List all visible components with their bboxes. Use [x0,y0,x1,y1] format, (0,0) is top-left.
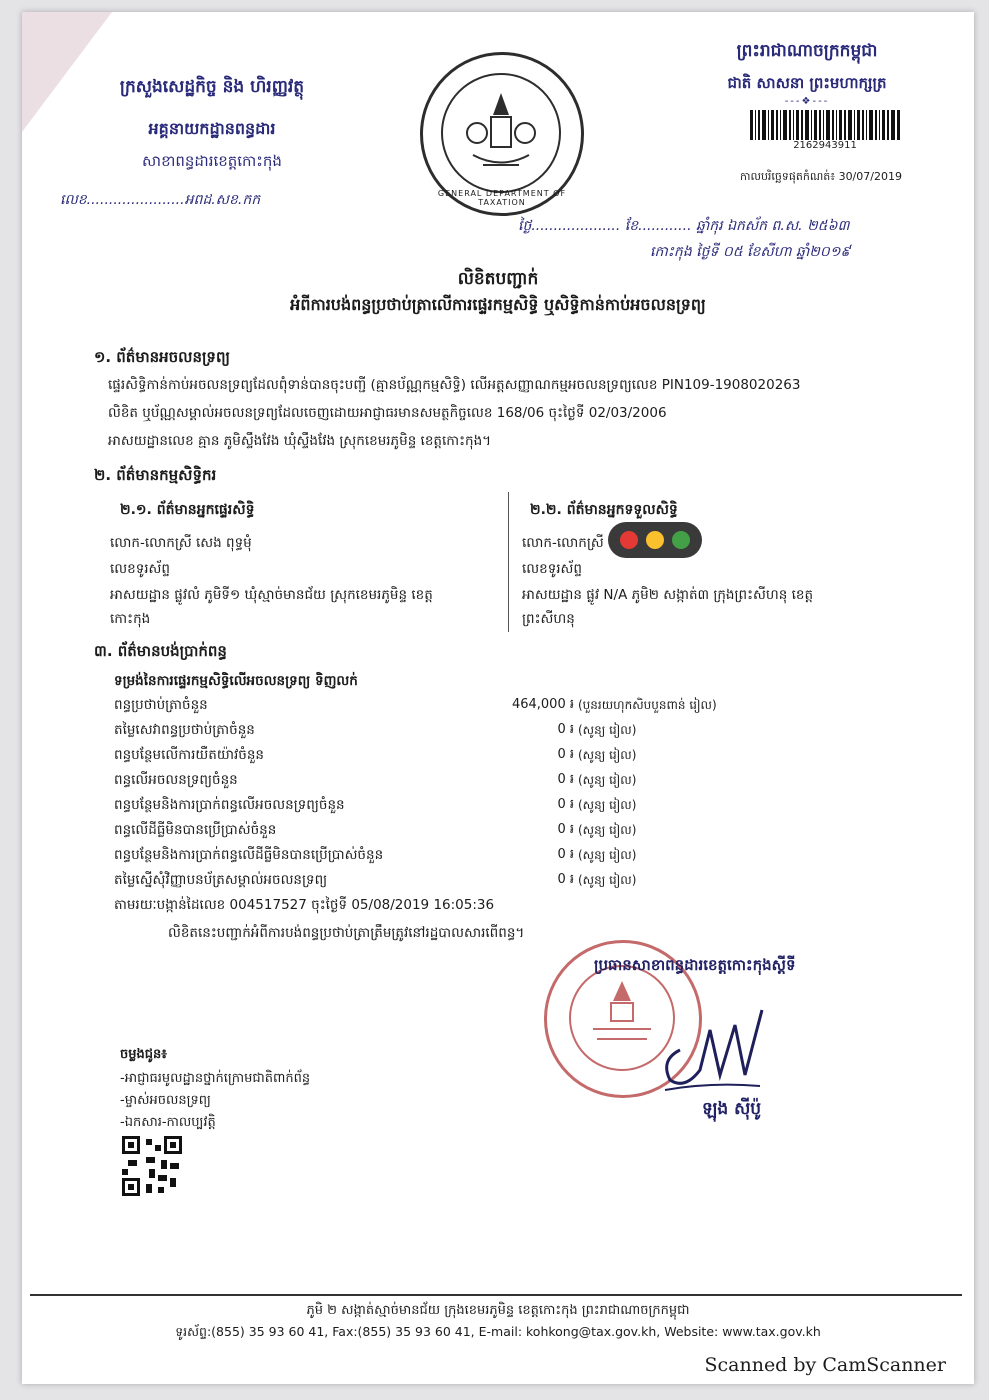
footer-contact: ទូរស័ព្ទ:(855) 35 93 60 41, Fax:(855) 35 93 60 41, E-mail: kohkong@tax.gov.kh, Website: www.tax.gov.kh [175,1324,821,1339]
lunar-date-line: ថ្ងៃ.................... ខែ............ ឆ្នាំកុរ ឯកស័ក ព.ស. ២៥៦៣ [518,218,850,234]
tax-row-words: (សូន្យ រៀល) [578,823,637,837]
tax-row-label: ពន្ធបន្ថែមលើការយឺតយ៉ាវចំនួន [114,747,264,763]
tax-row-value: 0 ៛ [557,747,574,762]
transferor-phone: លេខទូរស័ព្ទ [110,561,170,577]
section3-heading: ៣. ព័ត៌មានបង់ប្រាក់ពន្ធ [94,642,227,660]
national-motto: ជាតិ សាសនា ព្រះមហាក្សត្រ [727,74,887,92]
barcode-icon [750,110,900,140]
property-pin-line: ផ្ទេរសិទ្ធិកាន់កាប់អចលនទ្រព្យដែលពុំទាន់បានចុះបញ្ជី (គ្មានប័ណ្ណកម្មសិទ្ធិ) លើអត្តសញ្ញាណកម្មអចលនទ្រព្យលេខ PIN109-1908020263 [108,377,801,393]
transferee-name: លោក-លោកស្រី [522,535,604,551]
red-light-icon [620,531,638,549]
transferee-phone: លេខទូរស័ព្ទ [522,561,582,577]
signer-title: ប្រធានសាខាពន្ធដារខេត្តកោះកុងស្តីទី [594,956,796,974]
transferee-heading: ២.២. ព័ត៌មានអ្នកទទួលសិទ្ធិ [530,502,678,518]
tax-row-label: ពន្ធលើដីធ្លីមិនបានប្រើប្រាស់ចំនួន [114,822,277,838]
copy-to-heading: ចម្លងជូន៖ [120,1047,167,1062]
validity-date: កាលបរិច្ឆេទផុតកំណត់៖ 30/07/2019 [740,170,902,183]
footer-address: ភូមិ ២ សង្កាត់ស្មាច់មានជ័យ ក្រុងខេមរភូមិន្ទ ខេត្តកោះកុង ព្រះរាជាណាចក្រកម្ពុជា [306,1303,690,1318]
emblem-icon [443,75,559,191]
document-page [22,12,974,1384]
page-corner-fold [22,12,112,132]
property-certificate-line: លិខិត ឬប័ណ្ណសម្គាល់អចលនទ្រព្យដែលចេញដោយអាជ្ញាធរមានសមត្ថកិច្ចលេខ 168/06 ចុះថ្ងៃទី 02/03/2006 [108,405,667,421]
tax-row-label: ពន្ធបន្ថែមនិងការប្រាក់ពន្ធលើដីធ្លីមិនបានប្រើប្រាស់ចំនួន [114,847,384,863]
confirmation-note: លិខិតនេះបញ្ជាក់អំពីការបង់ពន្ធប្រថាប់ត្រាត្រឹមត្រូវនៅរដ្ឋបាលសារពើពន្ធ។ [168,925,525,941]
tax-row-value: 0 ៛ [557,872,574,887]
green-light-icon [672,531,690,549]
tax-department-seal [420,52,584,216]
section1-heading: ១. ព័ត៌មានអចលនទ្រព្យ [94,348,230,366]
tax-row-value: 0 ៛ [557,772,574,787]
ornament-divider: ---❖--- [784,96,830,107]
tax-row-value: 0 ៛ [557,722,574,737]
transferee-address: អាសយដ្ឋាន ផ្លូវ N/A ភូមិ២ សង្កាត់៣ ក្រុងព្រះសីហនុ ខេត្ត [522,587,814,603]
tax-row-label: តម្លៃស្នើសុំវិញ្ញាបនប័ត្រសម្គាល់អចលនទ្រព្យ [114,872,328,888]
section2-heading: ២. ព័ត៌មានកម្មសិទ្ធិករ [94,466,217,484]
property-address-line: អាសយដ្ឋានលេខ គ្មាន ភូមិស្ទឹងវែង ឃុំស្ទឹងវែង ស្រុកខេមរភូមិន្ទ ខេត្តកោះកុង។ [108,433,492,449]
recipient-item: -អាជ្ញាធរមូលដ្ឋានថ្នាក់ក្រោមជាតិពាក់ព័ន្ធ [120,1071,311,1086]
receipt-line: តាមរយៈបង្កាន់ដៃលេខ 004517527 ចុះថ្ងៃទី 05/08/2019 16:05:36 [114,897,495,913]
traffic-light-widget [608,522,702,558]
ministry-name: ក្រសួងសេដ្ឋកិច្ច និង ហិរញ្ញវត្ថុ [119,77,305,97]
camscanner-watermark: Scanned by CamScanner [704,1354,946,1376]
footer-divider [30,1294,962,1296]
seal-emblem [441,73,561,193]
kingdom-name: ព្រះរាជាណាចក្រកម្ពុជា [736,41,878,61]
document-subtitle: អំពីការបង់ពន្ធប្រថាប់ត្រាលើការផ្ទេរកម្មសិទ្ធិ ឬសិទ្ធិកាន់កាប់អចលនទ្រព្យ [290,295,706,314]
tax-row-value: 0 ៛ [557,797,574,812]
tax-row-words: (សូន្យ រៀល) [578,723,637,737]
document-title: លិខិតបញ្ជាក់ [457,269,539,289]
column-divider [508,492,509,632]
tax-row-value: 0 ៛ [557,847,574,862]
transferor-address-cont: កោះកុង [110,611,151,627]
tax-row-words: (បួនរយហុកសិបបួនពាន់ រៀល) [578,698,717,712]
tax-row-label: ពន្ធប្រថាប់ត្រាចំនួន [114,697,208,713]
seal-bottom-text: GENERAL DEPARTMENT OF TAXATION [437,189,567,207]
transferor-heading: ២.១. ព័ត៌មានអ្នកផ្ទេរសិទ្ធិ [120,502,255,518]
tax-row-words: (សូន្យ រៀល) [578,798,637,812]
barcode-number: 2162943911 [793,140,857,151]
tax-row-label: ពន្ធបន្ថែមនិងការប្រាក់ពន្ធលើអចលនទ្រព្យចំនួន [114,797,345,813]
tax-row-label: តម្លៃសេវាពន្ធប្រថាប់ត្រាចំនួន [114,722,255,738]
signer-name: ឡុង ស៊ីប៉ូ [702,1099,762,1119]
issue-date-line: កោះកុង ថ្ងៃទី ០៥ ខែសីហា ឆ្នាំ២០១៩ [650,244,851,260]
tax-row-label: ពន្ធលើអចលនទ្រព្យចំនួន [114,772,238,788]
tax-row-value: 0 ៛ [557,822,574,837]
handwritten-signature [650,990,790,1100]
department-name: អគ្គនាយកដ្ឋានពន្ធដារ [148,119,276,138]
branch-name: សាខាពន្ធដារខេត្តកោះកុង [142,152,282,170]
transferor-name: លោក-លោកស្រី សេង ពុទ្ធមុំ [110,535,252,551]
tax-row-words: (សូន្យ រៀល) [578,848,637,862]
yellow-light-icon [646,531,664,549]
qr-code-icon [122,1136,182,1196]
tax-row-words: (សូន្យ រៀល) [578,873,637,887]
reference-number: លេខ......................អពដ.សខ.កក [60,192,261,208]
recipient-item: -ឯកសារ-កាលប្បវត្តិ [120,1115,216,1130]
transfer-type: ទម្រង់នៃការផ្ទេរកម្មសិទ្ធិលើអចលនទ្រព្យ ទិញលក់ [114,673,358,689]
tax-row-words: (សូន្យ រៀល) [578,748,637,762]
tax-row-value: 464,000 ៛ [511,697,574,712]
tax-row-words: (សូន្យ រៀល) [578,773,637,787]
transferor-address: អាសយដ្ឋាន ផ្លូវលំ ភូមិទី១ ឃុំស្មាច់មានជ័យ ស្រុកខេមរភូមិន្ទ ខេត្ត [110,587,433,603]
transferee-address-cont: ព្រះសីហនុ [522,611,575,627]
recipient-item: -ម្ចាស់អចលនទ្រព្យ [120,1093,211,1108]
